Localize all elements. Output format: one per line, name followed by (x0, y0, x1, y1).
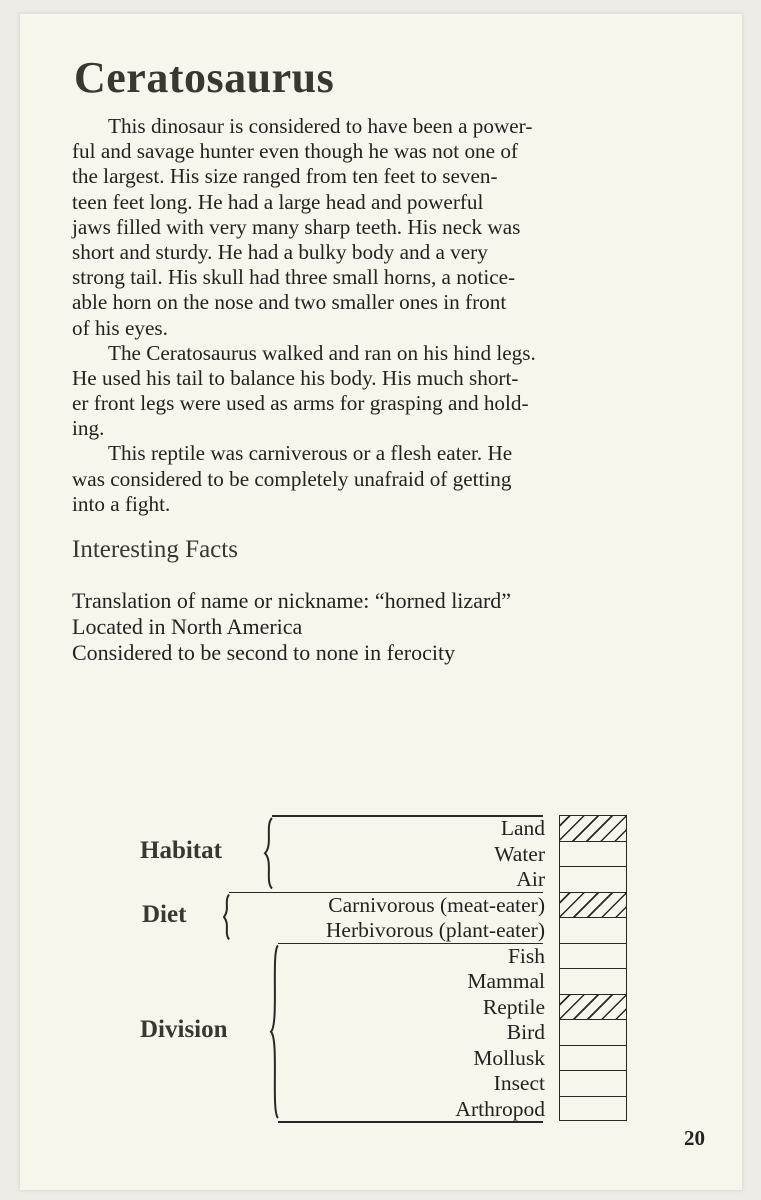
body-line: He used his tail to balance his body. His much short- (72, 365, 519, 390)
fact-line: Considered to be second to none in ferocity (72, 640, 456, 665)
fact-line: Translation of name or nickname: “horned lizard” (72, 588, 512, 613)
row-label: Land (500, 816, 545, 840)
body-line: The Ceratosaurus walked and ran on his hind legs. (108, 340, 536, 365)
body-line: of his eyes. (72, 315, 168, 340)
row-label: Herbivorous (plant-eater) (325, 918, 545, 942)
row-label: Fish (507, 943, 545, 968)
row-label: Insect (493, 1071, 545, 1095)
body-line: teen feet long. He had a large head and powerful (72, 189, 484, 214)
habitat-label: Habitat (140, 837, 222, 865)
body-line: strong tail. His skull had three small horns, a notice- (72, 265, 516, 290)
brace (224, 895, 229, 940)
body-line: into a fight. (72, 491, 171, 516)
page-title: Ceratosaurus (74, 53, 335, 102)
diet-label: Diet (142, 901, 187, 928)
body-line: short and sturdy. He had a bulky body and a very (72, 239, 488, 264)
row-label: Air (516, 867, 545, 891)
row-label: Mollusk (473, 1045, 545, 1070)
page-number: 20 (684, 1126, 705, 1150)
division-label: Division (140, 1015, 228, 1043)
row-label: Bird (506, 1020, 545, 1044)
body-line: the largest. His size ranged from ten feet to seven- (72, 164, 498, 189)
body-line: This dinosaur is considered to have been a power- (108, 114, 533, 138)
body-line: ful and savage hunter even though he was not one of (72, 139, 518, 164)
row-label: Mammal (467, 969, 545, 993)
row-label: Reptile (482, 994, 545, 1019)
body-line: jaws filled with very many sharp teeth. His neck was (72, 214, 521, 239)
body-line: was considered to be completely unafraid of getting (72, 466, 512, 491)
brace (271, 946, 278, 1119)
body-line: This reptile was carniverous or a flesh eater. He (108, 441, 513, 466)
fact-line: Located in North America (72, 614, 303, 639)
body-line: able horn on the nose and two smaller ones in front (72, 290, 507, 315)
facts-heading: Interesting Facts (72, 536, 238, 563)
row-label: Carnivorous (meat-eater) (328, 892, 545, 917)
body-line: er front legs were used as arms for grasping and hold- (72, 391, 529, 416)
row-label: Arthropod (455, 1096, 545, 1121)
row-label: Water (494, 841, 545, 866)
brace (265, 818, 272, 889)
body-line: ing. (72, 416, 105, 441)
